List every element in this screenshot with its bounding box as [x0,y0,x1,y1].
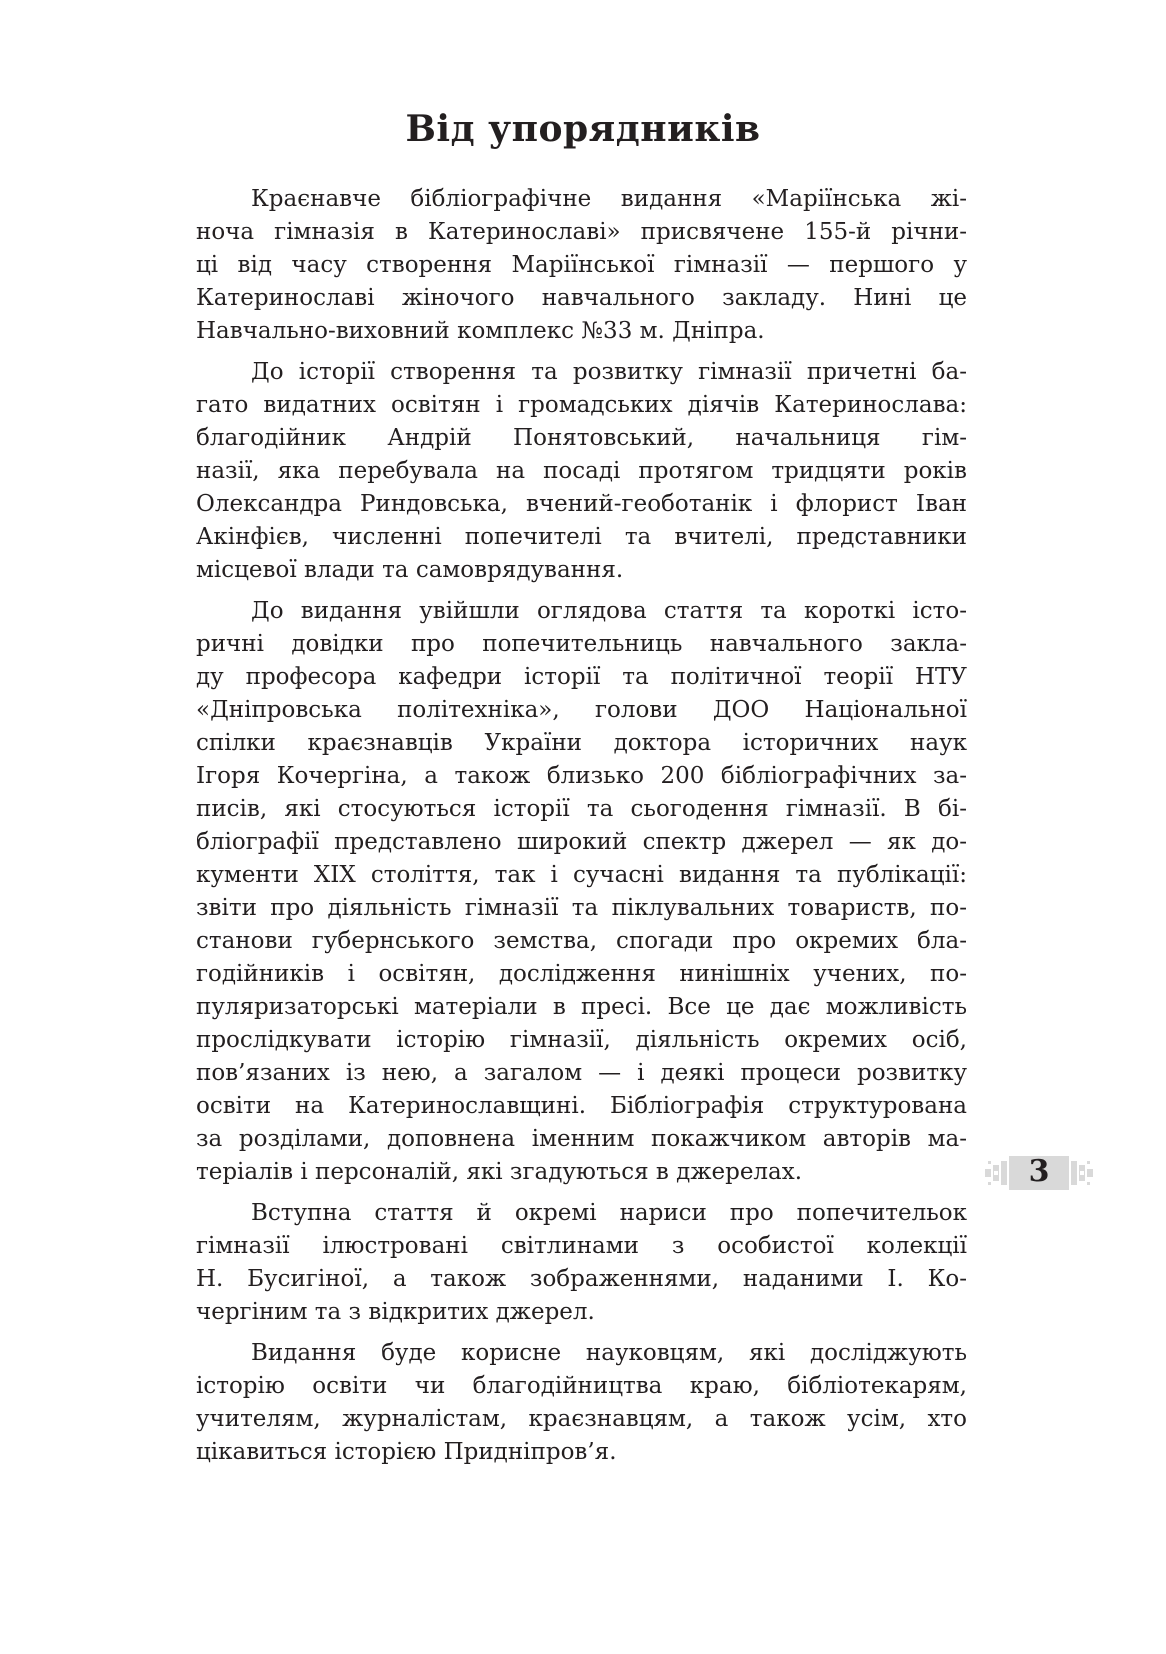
text-line: бліографії представлено широкий спектр джерел — як до- [196,829,967,855]
text-line: Ігоря Кочергіна, а також близько 200 бібліографічних за- [196,763,967,789]
text-line: гато видатних освітян і громадських діячів Катеринослава: [196,392,967,418]
text-line: Катеринославі жіночого навчального закладу. Нині це [196,285,967,311]
text-line: Вступна стаття й окремі нариси про попечительок [251,1200,967,1226]
text-line: Навчально-виховний комплекс №33 м. Дніпра. [196,318,765,344]
text-line: Краєнавче бібліографічне видання «Маріїнська жі- [251,186,967,212]
body-text [196,183,967,1477]
text-line: назії, яка перебувала на посаді протягом тридцяти років [196,458,967,484]
text-line: ці від часу створення Маріїнської гімназії — першого у [196,252,967,278]
text-line: До історії створення та розвитку гімназії причетні ба- [251,359,967,385]
text-line: ноча гімназія в Катеринославі» присвячене 155-й річни- [196,219,967,245]
text-line: «Дніпровська політехніка», голови ДОО Національної [196,697,967,723]
text-line: Видання буде корисне науковцям, які досліджують [251,1340,967,1366]
page-title: Від упорядників [405,108,761,150]
text-line: учителям, журналістам, краєзнавцям, а також усім, хто [196,1406,967,1432]
text-line: Н. Бусигіної, а також зображеннями, наданими І. Ко- [196,1266,967,1292]
text-line: гімназії ілюстровані світлинами з особистої колекції [196,1233,967,1259]
text-line: спілки краєзнавців України доктора історичних наук [196,730,967,756]
text-line: чергіним та з відкритих джерел. [196,1299,595,1325]
text-line: ду професора кафедри історії та політичної теорії НТУ [196,664,967,690]
paragraph-2 [196,356,967,587]
text-line: звіти про діяльність гімназії та піклувальних товариств, по- [196,895,967,921]
text-line: станови губернського земства, спогади про окремих бла- [196,928,967,954]
text-line: Акінфієв, численні попечителі та вчителі, представники [196,524,967,550]
paragraph-4 [196,1197,967,1329]
page-number-block [985,1148,1093,1198]
text-line: історію освіти чи благодійництва краю, бібліотекарям, [196,1373,967,1399]
text-line: за розділами, доповнена іменним покажчиком авторів ма- [196,1126,967,1152]
text-line: До видання увійшли оглядова стаття та короткі істо- [251,598,967,624]
text-line: прослідкувати історію гімназії, діяльність окремих осіб, [196,1027,967,1053]
text-line: цікавиться історією Придніпров’я. [196,1439,617,1465]
text-line: благодійник Андрій Понятовський, начальниця гім- [196,425,967,451]
text-line: годійників і освітян, дослідження нинішніх учених, по- [196,961,967,987]
text-line: Олександра Риндовська, вчений-геоботанік і флорист Іван [196,491,967,517]
text-line: пов’язаних із нею, а загалом — і деякі процеси розвитку [196,1060,967,1086]
text-line: місцевої влади та самоврядування. [196,557,624,583]
text-line: ричні довідки про попечительниць навчального закла- [196,631,967,657]
text-line: писів, які стосуються історії та сьогодення гімназії. В бі- [196,796,967,822]
text-line: теріалів і персоналій, які згадуються в джерелах. [196,1159,803,1185]
text-line: кументи XIX століття, так і сучасні видання та публікації: [196,862,967,888]
text-line: пуляризаторські матеріали в пресі. Все це дає можливість [196,994,967,1020]
paragraph-3 [196,595,967,1189]
paragraph-1 [196,183,967,348]
paragraph-5 [196,1337,967,1469]
text-line: освіти на Катеринославщині. Бібліографія структурована [196,1093,967,1119]
page-number: 3 [1028,1154,1050,1189]
